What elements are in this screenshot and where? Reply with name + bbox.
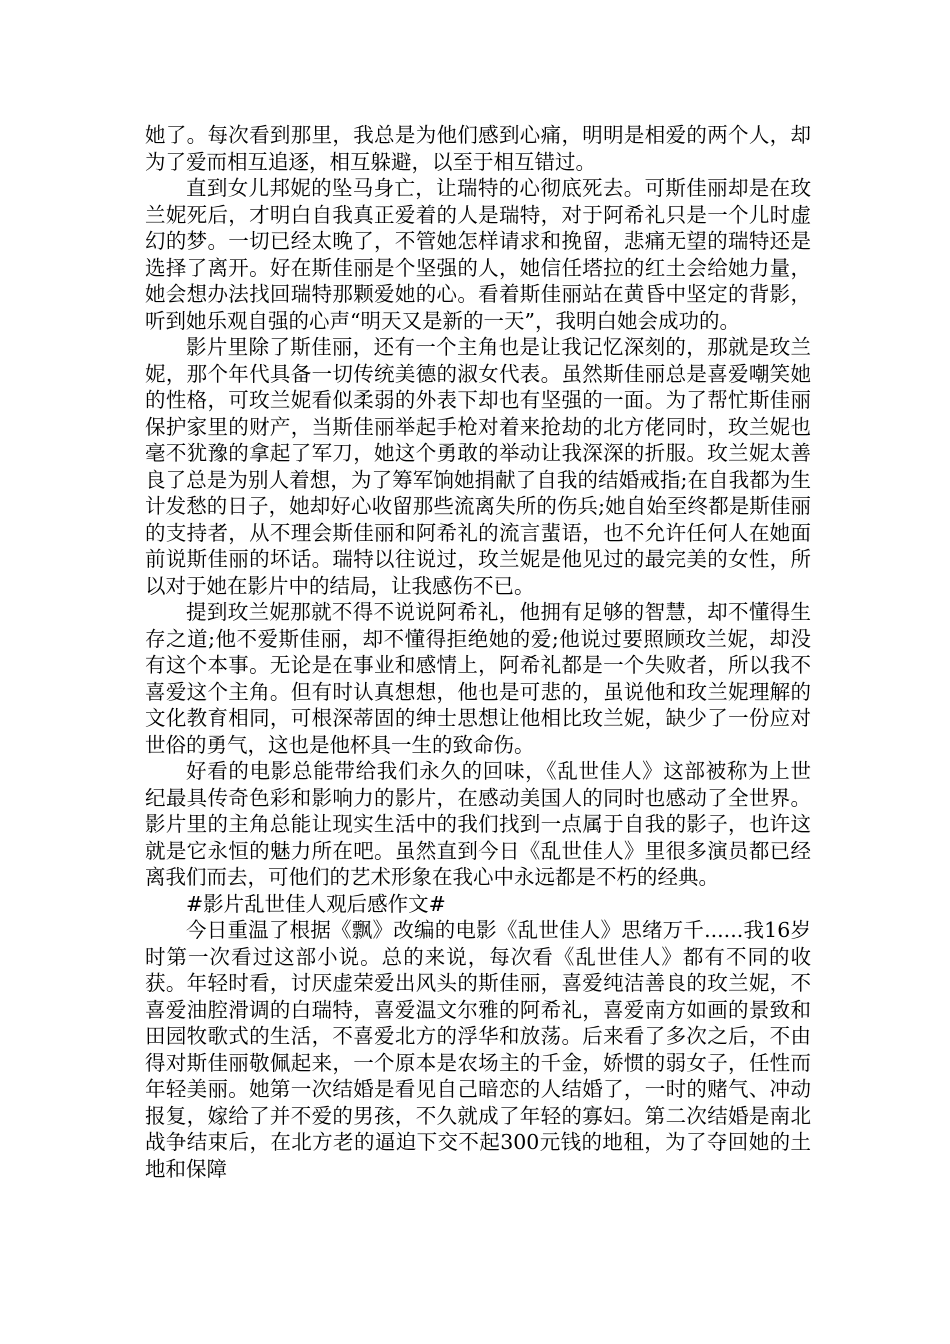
paragraph-3: 影片里除了斯佳丽，还有一个主角也是让我记忆深刻的，那就是玫兰妮，那个年代具备一切传统美德的淑女代表。虽然斯佳丽总是喜爱嘲笑她的性格，可玫兰妮看似柔弱的外表下却也有坚强的一面。为了帮忙斯佳丽保护家里的财产，当斯佳丽举起手枪对着来抢劫的北方佬同时，玫兰妮也毫不犹豫的拿起了军刀，她这个勇敢的举动让我深深的折服。玫兰妮太善良了总是为别人着想，为了筹军饷她捐献了自我的结婚戒指;在自我都为生计发愁的日子，她却好心收留那些流离失所的伤兵;她自始至终都是斯佳丽的支持者，从不理会斯佳丽和阿希礼的流言蜚语，也不允许任何人在她面前说斯佳丽的坏话。瑞特以往说过，玫兰妮是他见过的最完美的女性，所以对于她在影片中的结局，让我感伤不已。 xyxy=(145,335,811,598)
document-body xyxy=(145,122,811,1182)
paragraph-4: 提到玫兰妮那就不得不说说阿希礼，他拥有足够的智慧，却不懂得生存之道;他不爱斯佳丽，却不懂得拒绝她的爱;他说过要照顾玫兰妮，却没有这个本事。无论是在事业和感情上，阿希礼都是一个失败者，所以我不喜爱这个主角。但有时认真想想，他也是可悲的，虽说他和玫兰妮理解的文化教育相同，可根深蒂固的绅士思想让他相比玫兰妮，缺少了一份应对世俗的勇气，这也是他杯具一生的致命伤。 xyxy=(145,600,811,757)
paragraph-6: 今日重温了根据《飘》改编的电影《乱世佳人》思绪万千......我16岁时第一次看过这部小说。总的来说，每次看《乱世佳人》都有不同的收获。年轻时看，讨厌虚荣爱出风头的斯佳丽，喜爱纯洁善良的玫兰妮，不喜爱油腔滑调的白瑞特，喜爱温文尔雅的阿希礼，喜爱南方如画的景致和田园牧歌式的生活，不喜爱北方的浮华和放荡。后来看了多次之后，不由得对斯佳丽敬佩起来，一个原本是农场主的千金，娇惯的弱女子，任性而年轻美丽。她第一次结婚是看见自己暗恋的人结婚了，一时的赌气、冲动报复，嫁给了并不爱的男孩，不久就成了年轻的寡妇。第二次结婚是南北战争结束后，在北方老的逼迫下交不起300元钱的地租，为了夺回她的土地和保障 xyxy=(145,918,811,1181)
section-heading: #影片乱世佳人观后感作文# xyxy=(186,891,446,916)
paragraph-1: 她了。每次看到那里，我总是为他们感到心痛，明明是相爱的两个人，却为了爱而相互追逐，相互躲避，以至于相互错过。 xyxy=(145,123,811,174)
paragraph-5: 好看的电影总能带给我们永久的回味，《乱世佳人》这部被称为上世纪最具传奇色彩和影响力的影片，在感动美国人的同时也感动了全世界。影片里的主角总能让现实生活中的我们找到一点属于自我的影子，也许这就是它永恒的魅力所在吧。虽然直到今日《乱世佳人》里很多演员都已经离我们而去，可他们的艺术形象在我心中永远都是不朽的经典。 xyxy=(145,759,811,889)
paragraph-2: 直到女儿邦妮的坠马身亡，让瑞特的心彻底死去。可斯佳丽却是在玫兰妮死后，才明白自我真正爱着的人是瑞特，对于阿希礼只是一个儿时虚幻的梦。一切已经太晚了，不管她怎样请求和挽留，悲痛无望的瑞特还是选择了离开。好在斯佳丽是个坚强的人，她信任塔拉的红土会给她力量，她会想办法找回瑞特那颗爱她的心。看着斯佳丽站在黄昏中坚定的背影，听到她乐观自强的心声“明天又是新的一天”，我明白她会成功的。 xyxy=(145,176,811,333)
